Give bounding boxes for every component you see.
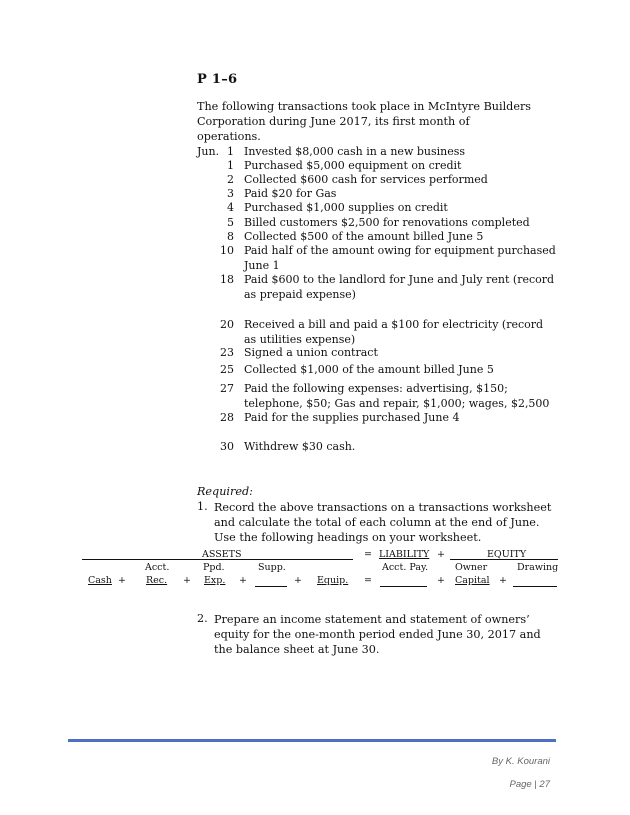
equals-sign: = bbox=[364, 549, 372, 560]
acct-pay-rule bbox=[380, 586, 427, 587]
transaction-day: 2 bbox=[227, 173, 234, 186]
problem-intro: The following transactions took place in McIntyre Builders Corporation during June 2017, its first month of operations. bbox=[197, 100, 532, 143]
transaction-day: 30 bbox=[220, 440, 234, 453]
transaction-desc: Received a bill and paid a $100 for electricity (record as utilities expense) bbox=[244, 318, 544, 346]
transaction-desc: Purchased $1,000 supplies on credit bbox=[244, 201, 448, 214]
transaction-desc: Paid $600 to the landlord for June and July rent (record as prepaid expense) bbox=[244, 273, 555, 301]
transaction-desc: Paid the following expenses: advertising, $150; telephone, $50; Gas and repair, $1,000; wages, $2,500 bbox=[244, 382, 550, 410]
transaction-day: 23 bbox=[220, 346, 234, 359]
transaction-desc: Paid $20 for Gas bbox=[244, 187, 337, 200]
ppd-label: Ppd. bbox=[203, 562, 225, 573]
acct-pay-label: Acct. Pay. bbox=[382, 562, 429, 573]
footer-page-number: Page | 27 bbox=[509, 779, 550, 790]
supp-label: Supp. bbox=[258, 562, 286, 573]
required-item-text: Record the above transactions on a transactions worksheet and calculate the total of each column at the end of June. Use the following headings on your worksheet. bbox=[214, 501, 552, 544]
required-item-number: 1. bbox=[197, 500, 208, 513]
transaction-desc: Paid half of the amount owing for equipment purchased June 1 bbox=[244, 244, 556, 272]
transaction-month: Jun. bbox=[197, 145, 220, 158]
equals-sign: = bbox=[364, 575, 372, 586]
cash-label: Cash bbox=[88, 575, 112, 586]
transaction-day: 28 bbox=[220, 411, 234, 424]
plus-sign: + bbox=[239, 575, 247, 586]
liability-label: LIABILITY bbox=[379, 549, 430, 560]
equip-label: Equip. bbox=[317, 575, 349, 586]
assets-label: ASSETS bbox=[202, 549, 242, 560]
required-item-number: 2. bbox=[197, 612, 208, 625]
problem-title: P 1–6 bbox=[197, 72, 238, 87]
transaction-desc: Purchased $5,000 equipment on credit bbox=[244, 159, 462, 172]
plus-sign: + bbox=[437, 549, 445, 560]
transaction-day: 20 bbox=[220, 318, 234, 331]
transaction-day: 10 bbox=[220, 244, 234, 257]
drawing-label: Drawing bbox=[517, 562, 559, 573]
transaction-desc: Signed a union contract bbox=[244, 346, 378, 359]
footer-author: By K. Kourani bbox=[491, 756, 550, 767]
transaction-day: 18 bbox=[220, 273, 234, 286]
acct-label: Acct. bbox=[145, 562, 170, 573]
capital-label: Capital bbox=[455, 575, 490, 586]
plus-sign: + bbox=[118, 575, 126, 586]
transaction-desc: Collected $500 of the amount billed June 5 bbox=[244, 230, 484, 243]
transaction-day: 27 bbox=[220, 382, 234, 395]
exp-label: Exp. bbox=[204, 575, 226, 586]
owner-label: Owner bbox=[455, 562, 488, 573]
plus-sign: + bbox=[294, 575, 302, 586]
transaction-day: 25 bbox=[220, 363, 234, 376]
transaction-day: 8 bbox=[227, 230, 234, 243]
transaction-day: 1 bbox=[227, 159, 234, 172]
footer-divider bbox=[68, 739, 556, 742]
transaction-desc: Paid for the supplies purchased June 4 bbox=[244, 411, 460, 424]
transaction-desc: Billed customers $2,500 for renovations completed bbox=[244, 216, 530, 229]
plus-sign: + bbox=[183, 575, 191, 586]
drawing-rule bbox=[513, 586, 557, 587]
equity-rule bbox=[450, 559, 558, 560]
required-heading: Required: bbox=[197, 485, 253, 498]
transaction-day: 1 bbox=[227, 145, 234, 158]
plus-sign: + bbox=[437, 575, 445, 586]
transaction-day: 5 bbox=[227, 216, 234, 229]
transaction-desc: Collected $1,000 of the amount billed June 5 bbox=[244, 363, 494, 376]
transaction-desc: Invested $8,000 cash in a new business bbox=[244, 145, 466, 158]
plus-sign: + bbox=[499, 575, 507, 586]
supp-rule bbox=[255, 586, 287, 587]
required-item-text: Prepare an income statement and statement of owners’ equity for the one-month period ended June 30, 2017 and the balance sheet at June 30. bbox=[214, 613, 541, 656]
equity-label: EQUITY bbox=[487, 549, 527, 560]
transaction-day: 4 bbox=[227, 201, 234, 214]
transaction-desc: Collected $600 cash for services performed bbox=[244, 173, 488, 186]
transaction-desc: Withdrew $30 cash. bbox=[244, 440, 356, 453]
transaction-day: 3 bbox=[227, 187, 234, 200]
rec-label: Rec. bbox=[146, 575, 168, 586]
assets-rule bbox=[82, 559, 353, 560]
